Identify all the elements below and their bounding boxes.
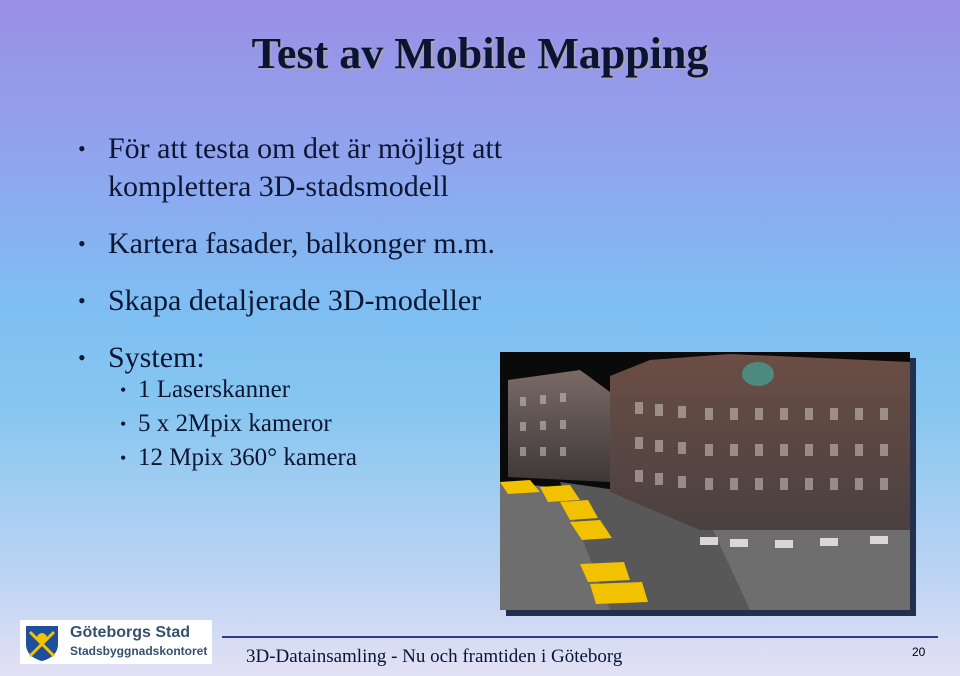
sub-bullet-text: 12 Mpix 360° kamera [138,444,357,471]
bullet-text: För att testa om det är möjligt att [108,132,503,165]
slide-title: Test av Mobile Mapping [251,29,709,78]
bullet-item [78,130,698,206]
bullet-item [78,282,698,320]
footer-text: 3D-Datainsamling - Nu och framtiden i Göteborg [246,646,623,667]
bullet-text: Kartera fasader, balkonger m.m. [108,227,495,260]
bullet-text: System: [108,341,205,374]
page-number: 20 [912,645,926,659]
sub-bullet-item [120,407,357,441]
sub-bullet-item [120,373,357,407]
bullet-dot-icon: • [120,414,127,434]
sub-bullet-text: 1 Laserskanner [138,376,291,403]
bullet-dot-icon: • [78,231,86,256]
sub-bullet-text: 5 x 2Mpix kameror [138,410,332,437]
bullet-dot-icon: • [120,448,127,468]
sub-bullet-list [120,373,357,475]
bullet-item [78,225,698,263]
point-cloud-illustration [500,352,910,610]
bullet-dot-icon: • [78,288,86,313]
bullet-text-continued: komplettera 3D-stadsmodell [108,170,449,203]
logo-department: Stadsbyggnadskontoret [70,644,208,658]
point-cloud-image [500,352,910,610]
bullet-dot-icon: • [78,345,86,370]
city-logo [20,620,212,664]
bullet-dot-icon: • [78,136,86,161]
footer-divider [222,636,938,638]
bullet-dot-icon: • [120,380,127,400]
crest-icon [22,622,62,662]
sub-bullet-item [120,441,357,475]
logo-name: Göteborgs Stad [70,624,191,641]
bullet-text: Skapa detaljerade 3D-modeller [108,284,482,317]
